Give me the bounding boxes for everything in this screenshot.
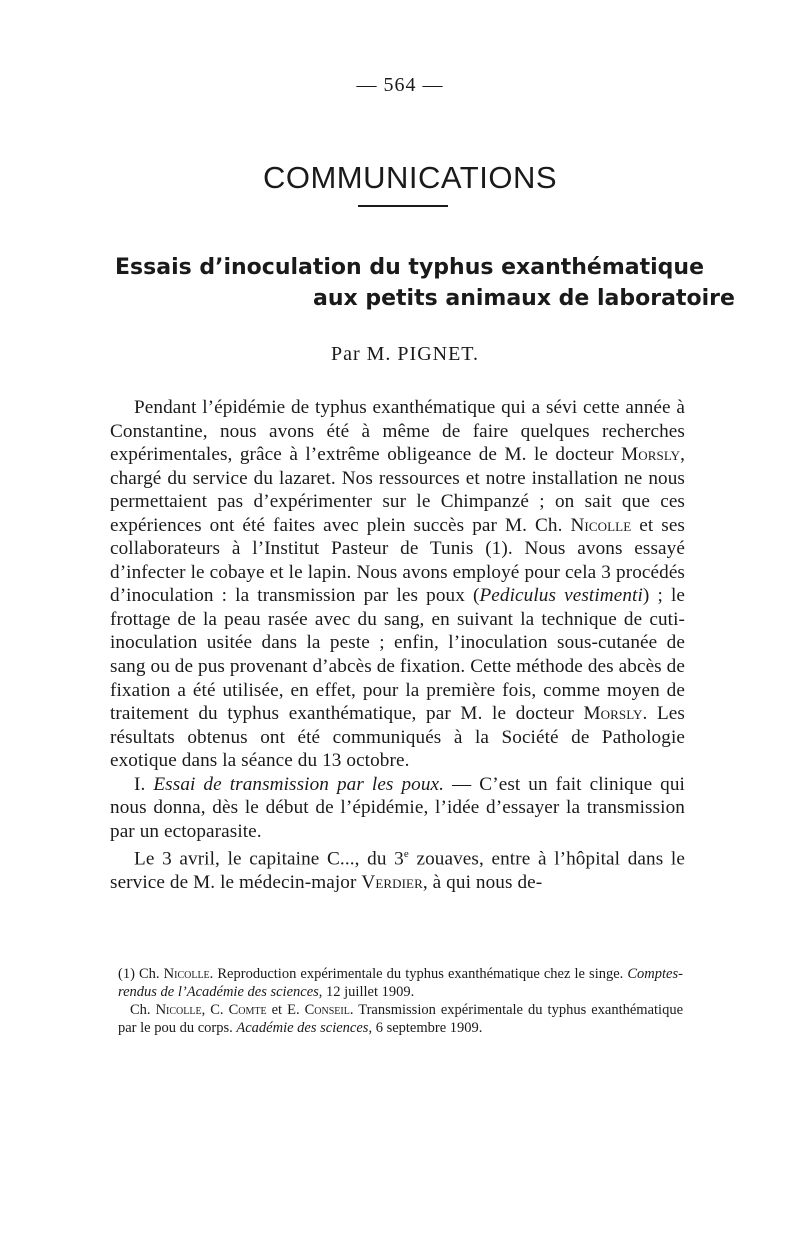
author-ref-morsly: Morsly — [621, 444, 681, 466]
section-heading: COMMUNICATIONS — [262, 160, 558, 195]
author-ref-morsly: Morsly — [583, 703, 643, 725]
text-run: ) ; le frottage de la peau rasée avec du sang, en suivant la technique de cuti-inoculation usitée dans la peste ; enfin, l’inoculation sous-cutanée de sang ou de pus provenant d’abcès de fixation. Cette méthode des abcès de fixation a été utilisée, en effet, pour la première fois, comme moyen de traitement du typhus exanthématique, par M. le docteur — [110, 585, 686, 725]
text-run: (1) Ch. — [118, 966, 164, 982]
author-prefix: Par M. — [330, 343, 392, 365]
author-name: PIGNET. — [397, 343, 480, 365]
text-run: Le 3 avril, le capitaine C..., du 3 — [134, 848, 404, 870]
journal-title: Comptes-rendus de l’Académie des sciences — [118, 966, 683, 1000]
text-run: et ses collaborateurs à l’Institut Pasteur de Tunis (1). Nous avons essayé d’infecter le cobaye et le lapin. Nous avons employé pour cela 3 procédés d’inoculation : la transmission par les poux ( — [110, 514, 685, 607]
text-run: et E. — [266, 1002, 305, 1018]
text-run: Pendant l’épidémie de typhus exanthématique qui a sévi cette année à Constantine, nous avons été à même de faire quelques recherches expérimentales, grâce à l’extrême obligeance de M. le docteur — [110, 397, 685, 466]
superscript: e — [403, 848, 409, 861]
author-ref-nicolle: Nicolle — [570, 514, 632, 536]
text-run: . Reproduction expérimentale du typhus exanthématique chez le singe. — [209, 966, 628, 982]
author-ref-nicolle: Nicolle — [155, 1002, 202, 1018]
text-run: Ch. — [130, 1002, 156, 1018]
text-run: zouaves, entre à l’hôpital dans le service de M. le médecin-major — [110, 848, 685, 894]
section-number: I. — [134, 773, 154, 795]
author-ref-comte: Comte — [228, 1002, 267, 1018]
species-name: Pediculus vestimenti — [479, 585, 643, 607]
text-run: , à qui nous de- — [422, 872, 543, 894]
author-line — [0, 343, 800, 366]
text-run: . Transmission expérimentale du typhus exanthématique par le pou du corps. — [118, 1002, 684, 1036]
footnote-2 — [118, 1001, 683, 1037]
author-ref-nicolle: Nicolle — [163, 966, 210, 982]
author-ref-verdier: Verdier — [361, 872, 423, 894]
paragraph-3 — [110, 843, 685, 894]
paragraph-1 — [110, 396, 685, 773]
article-title-line-2: aux petits animaux de laboratoire — [313, 286, 735, 311]
page-number: — 564 — — [356, 74, 444, 96]
author-ref-conseil: Conseil — [304, 1002, 350, 1018]
paragraph-2 — [110, 773, 685, 844]
text-run: , 12 juillet 1909. — [318, 984, 415, 1000]
text-run: . Les résultats obtenus ont été communiqués à la Société de Pathologie exotique dans la séance du 13 octobre. — [110, 703, 685, 772]
subsection-heading: Essai de transmission par les poux. — [153, 773, 445, 795]
article-body — [110, 396, 685, 895]
text-run: , 6 septembre 1909. — [368, 1020, 483, 1036]
text-run: , chargé du service du lazaret. Nos ressources et notre installation ne nous permettaient pas d’expérimenter sur le Chimpanzé ; on sait que ces expériences ont été faites avec plein succès par M. Ch. — [110, 444, 685, 536]
text-run: , C. — [201, 1002, 229, 1018]
footnote-1 — [118, 965, 683, 1001]
footnotes — [118, 965, 683, 1037]
article-title-line-1: Essais d’inoculation du typhus exanthématique — [115, 255, 704, 280]
text-run: — C’est un fait clinique qui nous donna, dès le début de l’épidémie, l’idée d’essayer la transmission par un ectoparasite. — [110, 773, 685, 842]
heading-rule — [358, 205, 448, 207]
journal-title: Académie des sciences — [236, 1020, 369, 1036]
